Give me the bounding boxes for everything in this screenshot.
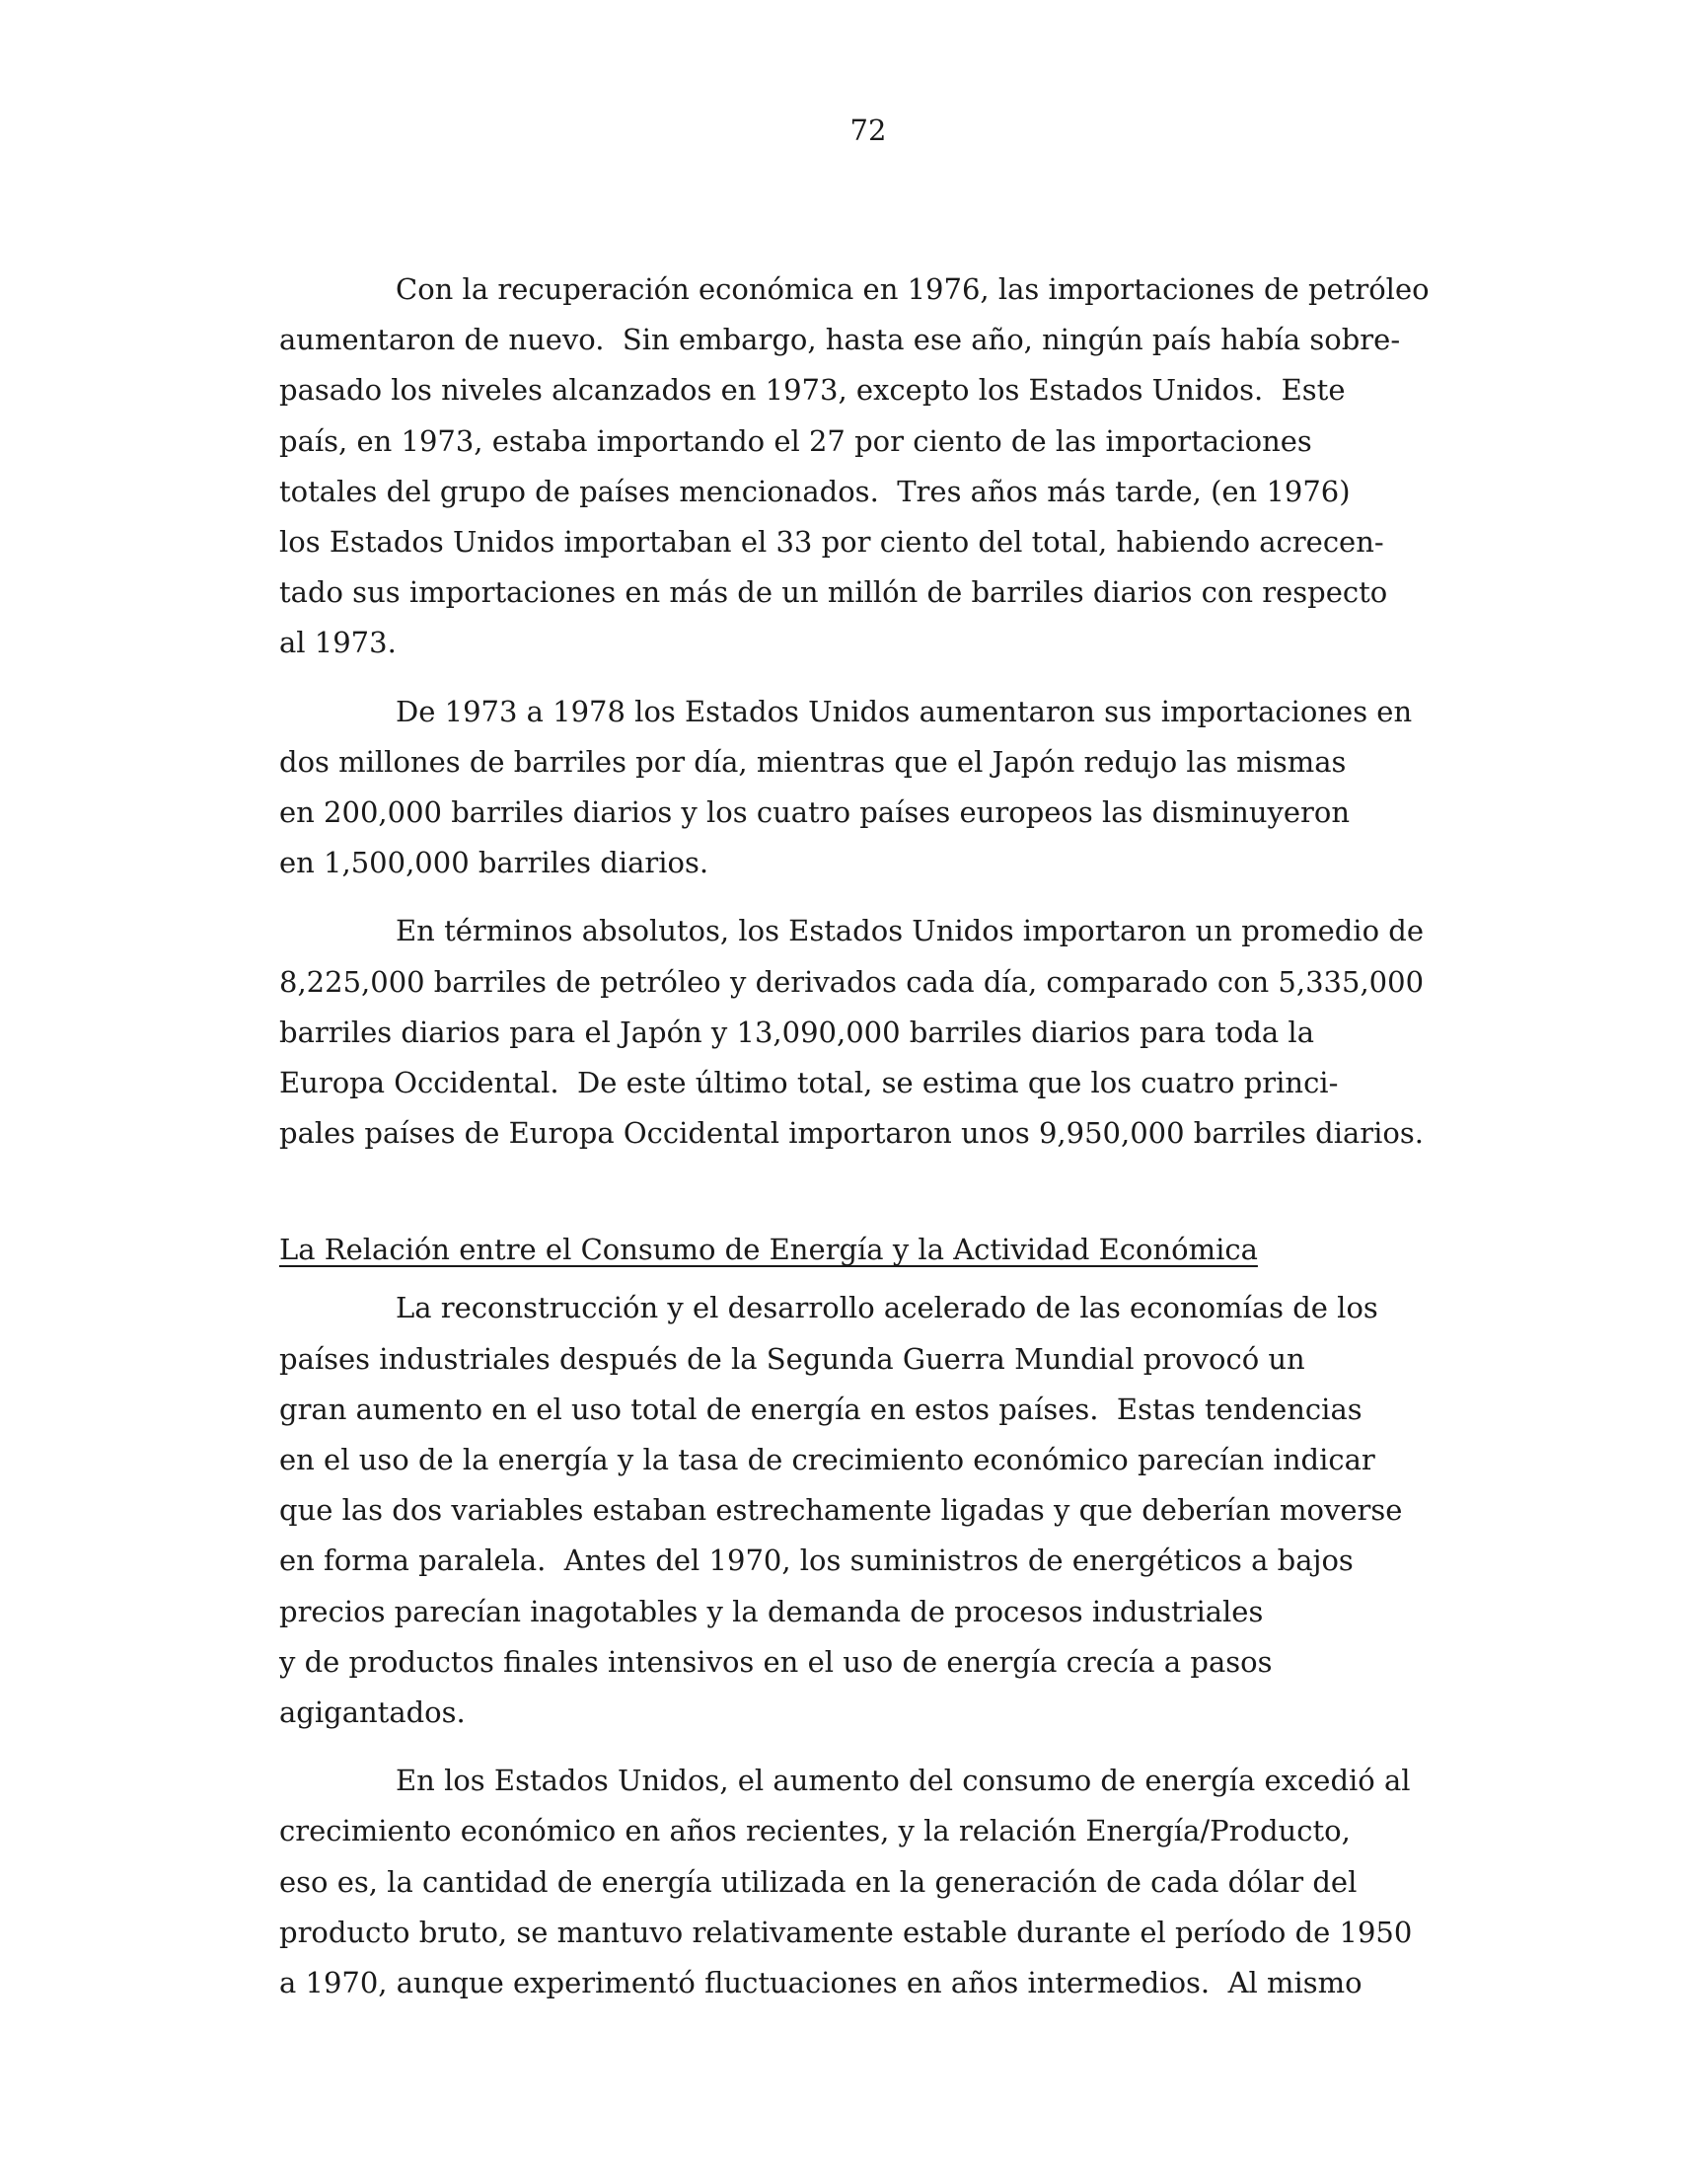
text-line: En términos absolutos, los Estados Unidos importaron un promedio de	[396, 914, 1424, 948]
text-line: pales países de Europa Occidental importaron unos 9,950,000 barriles diarios.	[279, 1116, 1424, 1151]
text-line: país, en 1973, estaba importando el 27 por ciento de las importaciones	[279, 423, 1312, 458]
section-heading: La Relación entre el Consumo de Energía y la Actividad Económica	[279, 1233, 1258, 1267]
text-line: La reconstrucción y el desarrollo acelerado de las economías de los	[396, 1291, 1378, 1325]
paragraph-4	[279, 1283, 1582, 1738]
text-line: producto bruto, se mantuvo relativamente estable durante el período de 1950	[279, 1915, 1413, 1949]
text-line: totales del grupo de países mencionados. Tres años más tarde, (en 1976)	[279, 474, 1351, 508]
text-line: Europa Occidental. De este último total, se estima que los cuatro princi-	[279, 1066, 1339, 1100]
text-line: y de productos finales intensivos en el uso de energía crecía a pasos	[279, 1644, 1273, 1679]
text-line: aumentaron de nuevo. Sin embargo, hasta ese año, ningún país había sobre-	[279, 323, 1401, 357]
text-line: eso es, la cantidad de energía utilizada en la generación de cada dólar del	[279, 1864, 1358, 1899]
text-line: barriles diarios para el Japón y 13,090,000 barriles diarios para toda la	[279, 1015, 1314, 1049]
text-line: De 1973 a 1978 los Estados Unidos aumentaron sus importaciones en	[396, 694, 1413, 728]
body-text	[279, 264, 1582, 2026]
text-line: en el uso de la energía y la tasa de crecimiento económico parecían indicar	[279, 1443, 1375, 1477]
text-line: a 1970, aunque experimentó fluctuaciones en años intermedios. Al mismo	[279, 1966, 1363, 2000]
text-line: países industriales después de la Segunda Guerra Mundial provocó un	[279, 1341, 1305, 1376]
text-line: precios parecían inagotables y la demanda de procesos industriales	[279, 1594, 1264, 1628]
paragraph-3	[279, 906, 1582, 1159]
text-line: pasado los niveles alcanzados en 1973, excepto los Estados Unidos. Este	[279, 373, 1346, 408]
text-line: al 1973.	[279, 626, 397, 660]
text-line: Con la recuperación económica en 1976, las importaciones de petróleo	[396, 272, 1430, 306]
page-number: 72	[849, 113, 887, 147]
text-line: dos millones de barriles por día, mientras que el Japón redujo las mismas	[279, 744, 1347, 779]
text-line: agigantados.	[279, 1695, 466, 1730]
text-line: 8,225,000 barriles de petróleo y derivados cada día, comparado con 5,335,000	[279, 964, 1425, 999]
text-line: en 1,500,000 barriles diarios.	[279, 846, 709, 880]
text-line: en 200,000 barriles diarios y los cuatro países europeos las disminuyeron	[279, 795, 1351, 830]
paragraph-1	[279, 264, 1582, 669]
paragraph-2	[279, 687, 1582, 889]
text-line: que las dos variables estaban estrechamente ligadas y que deberían moverse	[279, 1493, 1403, 1528]
text-line: tado sus importaciones en más de un millón de barriles diarios con respecto	[279, 575, 1388, 610]
text-line: en forma paralela. Antes del 1970, los suministros de energéticos a bajos	[279, 1544, 1354, 1578]
text-line: los Estados Unidos importaban el 33 por ciento del total, habiendo acrecen-	[279, 525, 1384, 560]
text-line: En los Estados Unidos, el aumento del consumo de energía excedió al	[396, 1764, 1411, 1798]
text-line: gran aumento en el uso total de energía en estos países. Estas tendencias	[279, 1392, 1363, 1426]
paragraph-5	[279, 1756, 1582, 2008]
text-line: crecimiento económico en años recientes, y la relación Energía/Producto,	[279, 1814, 1351, 1848]
